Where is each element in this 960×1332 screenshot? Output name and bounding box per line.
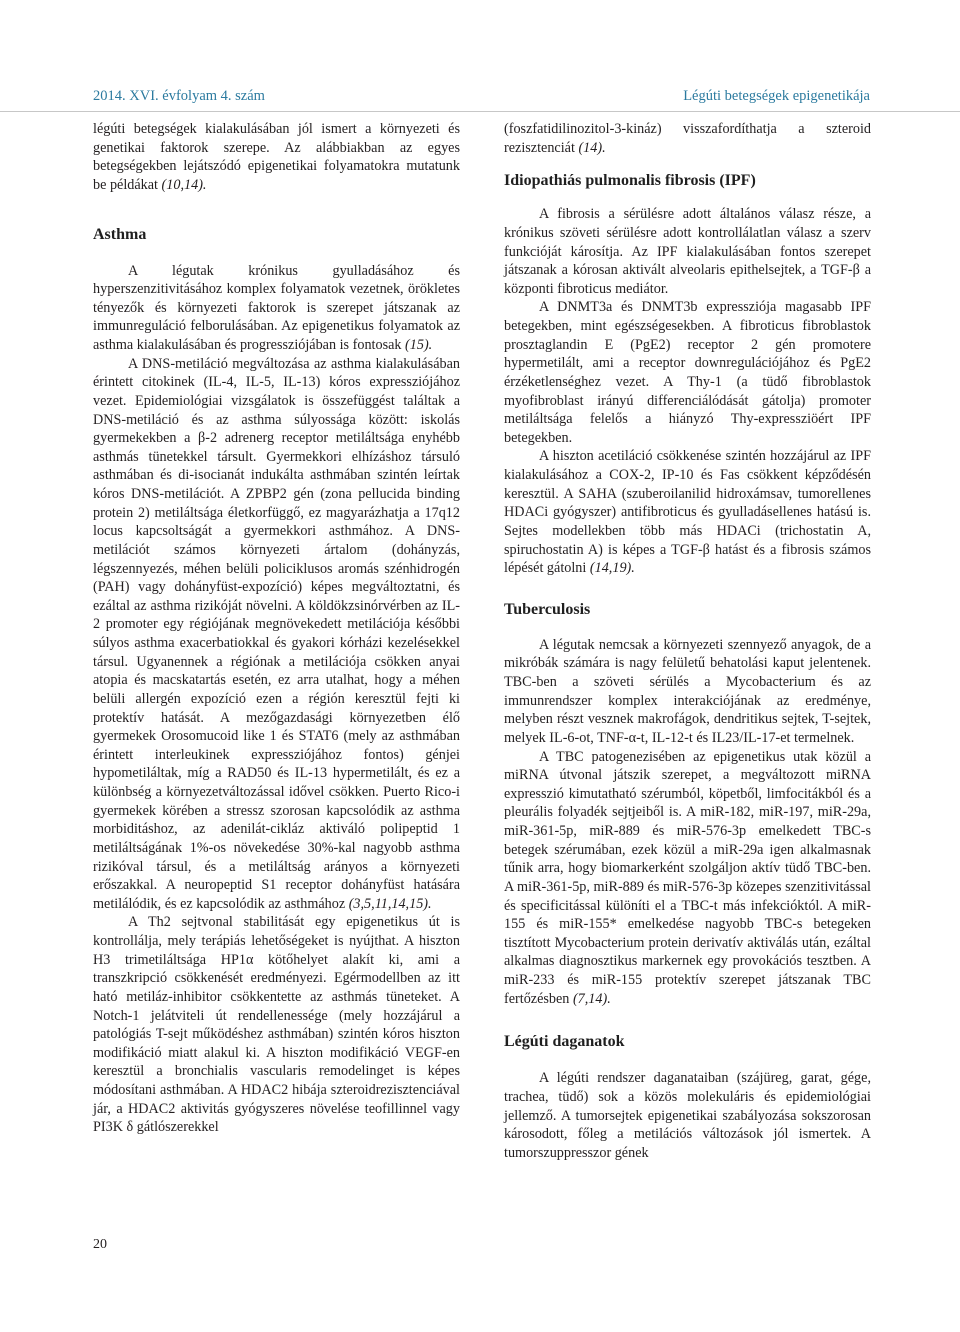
citation: (3,5,11,14,15). bbox=[348, 895, 432, 912]
header-rule bbox=[0, 111, 960, 112]
running-header bbox=[93, 88, 870, 110]
right-column bbox=[504, 120, 871, 1162]
paragraph: A fibrosis a sérülésre adott általános válasz része, a krónikus szöveti sérülésre adott kontrollálatlan válasz a szerv funkcióját károsítja. Az IPF kialakulásában fontos szerepet játszanak a kórosan aktivált alveolaris epithelsejtek, a TGF-β a központi fibroticus mediátor. bbox=[504, 206, 871, 297]
paragraph: A TBC patogenezisében az epigenetikus utak közül a miRNA útvonal játszik szerepet, a megváltozott miRNA expresszió kimutatható szérumból, köpetből, limfocitákból és a pleurális folyadék sejtjeiből is. A miR-182, miR-197, miR-29a, miR-361-5p, miR-889 és miR-576-3p emelkedett TBC-s betegek szérumában, ezek közül a miR-29a igen alkalmasnak tűnik arra, hogy biomarkerként szolgáljon aktív tüdő TBC-ben. A miR-361-5p, miR-889 és miR-576-3p közepes szenzitivitással és specificitással különíti el a TBC-t más infekcióktól. A miR-155 és miR-155* emelkedése nagyobb TBC-s betegeken tisztított Mycobacterium protein derivatív aktiválás után, ezáltal alkalmas diagnosztikus markernek egy provokációs tesztben. A miR-233 és miR-155 protektív szerepet játszanak TBC fertőzésben (7,14). bbox=[504, 748, 871, 1007]
paragraph: A DNMT3a és DNMT3b expressziója magasabb IPF betegekben, mint egészségesekben. A fibroticus fibroblastok prosztaglandin E (PgE2) receptor 2 gén promotere hypermetilált, ami a receptor downregulációjához és PgE2 érzéketlenséghez vezet. A Thy-1 (a tüdő fibroblastok myofibroblast irányú differenciálódását gátolja) promoter metiláltsága felelős a hiányzó Thy-expressziöért IPF betegekben. bbox=[504, 299, 871, 446]
section-heading-ipf: Idiopathiás pulmonalis fibrosis (IPF) bbox=[504, 172, 756, 190]
section-heading-tuberculosis: Tuberculosis bbox=[504, 600, 591, 618]
paragraph-continued: (foszfatidilinozitol-3-kináz) visszafordíthatja a szteroid rezisztenciát (14). bbox=[504, 121, 871, 156]
citation: (10,14). bbox=[161, 176, 207, 193]
section-heading-asthma: Asthma bbox=[93, 225, 147, 243]
article-short-title: Légúti betegségek epigenetikája bbox=[683, 88, 870, 104]
citation: (14,19). bbox=[589, 560, 635, 577]
section-heading-respiratory-tumors: Légúti daganatok bbox=[504, 1033, 625, 1051]
citation: (15). bbox=[405, 337, 433, 353]
paragraph: A DNS-metiláció megváltozása az asthma kialakulásában érintett citokinek (IL-4, IL-5, IL-13) kóros expressziójához vezet. Epidemiológiai vizsgálatok is összefüggést találtak a DNS-metiláció és az asthma súlyossága között: iskolás gyermekekben a β-2 adrenerg receptor metiláltsága enyhébb asthmás tünetekkel társult. Gyermekkori elhízáshoz társuló asthmában és di-isocianát indukálta asthmában szintén leírtak kóros DNS-metilációt. A ZPBP2 gén (zona pellucida binding protein 2) metiláltsága életkorfüggő, ez magyarázhatja a 17q12 locus kapcsoltságát a gyermekkori asthmához. A DNS-metilációt számos környezeti ártalom (dohányzás, légszennyezés, méhen belüli policiklusos aromás szénhidrogén (PAH) vagy dohányfüst-expozíció) képes megváltoztatni, és ezáltal az asthma rizikóját növelni. A köldökzsinórvérben az IL-2 promoter egy régiójának megnövekedett metilációja későbbi súlyos asthma exacerbatiokkal és gyakori kórházi kezelésekkel társul. Ugyanennek a régiónak a metilációja csökken anyai atopia és macskatartás esetén, ez arra utalhat, hogy a méhen belüli allergén expozíció ezen a régión keresztül fejti ki protektív hatását. A mezőgazdasági környezetben élő gyermekek Orosomucoid like 1 és STAT6 (mely az asthmában érintett interleukinek expressziójához fontos) génjei hypometiláltak, míg a RAD50 és IL-13 hypermetilált, és ez a különbség a környezetváltozással idővel csökken. Puerto Rico-i gyermekek körében a stressz szorosan kapcsolódik az asthma morbiditáshoz, az adenilát-cikláz aktiváló polipeptid 1 metiláltságának 1%-os növekedése 30%-kal nagyobb asthma rizikóval társul, és a metiláltság arányos a környezeti erőszakkal. A neuropeptid S1 receptor dohányfüst hatására metilálódik, és ez kapcsolódik az asthmához (3,5,11,14,15). bbox=[93, 355, 460, 912]
intro-paragraph: légúti betegségek kialakulásában jól ismert a környezeti és genetikai faktorok szerepe. Az alábbiakban az egyes betegségekben lejátszódó epigenetikai folyamatokra mutatunk be példákat (10,14). bbox=[93, 121, 460, 193]
citation: (7,14). bbox=[572, 990, 611, 1007]
paragraph: A légutak krónikus gyulladásához és hyperszenzitivitásához komplex folyamatok vezetnek, örökletes tényezők és környezeti faktorok is szerepet játszanak az immunreguláció felborulásában. Az epigenetikus folyamatok az asthma kialakulásában és progressziójában is fontosak (15). bbox=[93, 262, 460, 353]
page-number: 20 bbox=[93, 1237, 107, 1252]
paragraph: A hiszton acetiláció csökkenése szintén hozzájárul az IPF kialakulásához a COX-2, IP-10 és Fas csökkent képződésén keresztül. A SAHA (szuberoilanilid hidroxámsav, tumorellenes HDACi gyógyszer) antifibroticus és gyulladásellenes hatású is. Sejtes modellekben több más HDACi (trichostatin A, spiruchostatin A) is képes a TGF-β hatást és a fibrosis számos lépését gátolni (14,19). bbox=[504, 448, 871, 577]
paragraph: A Th2 sejtvonal stabilitását egy epigenetikus út is kontrollálja, mely terápiás lehetőségeket is nyújthat. A hiszton H3 trimetiláltsága HP1α kötőhelyet alakít ki, ami a transzkripció csökkenését eredményezi. Egérmodellben az itt ható metiláz-inhibitor csökkentette az asthmás tüneteket. A Notch-1 jelátviteli út rendellenessége (mely hozzájárul a patológiás T-sejt működéshez asthmában) szintén kóros hiszton modifikáció miatt alakul ki. A hiszton modifikáció VEGF-en keresztül a bronchialis vascularis remodelinget is képes módosítani asthmában. A HDAC2 hibája szteroidrezisztenciával jár, a HDAC2 aktivitás gyógyszeres növelése teofillinnel vagy PI3K δ gátlószerekkel bbox=[93, 914, 460, 1136]
paragraph: A légutak nemcsak a környezeti szennyező anyagok, de a mikróbák számára is nagy felületű behatolási kaput jelentenek. TBC-ben a szöveti sérülés a Mycobacterium és az immunrendszer komplex interakciójának az eredménye, melyben részt vesznek makrofágok, dendritikus sejtek, T-sejtek, melyek IL-6-ot, TNF-α-t, IL-12-t és IL23/IL-17-et termelnek. bbox=[504, 636, 871, 746]
citation: (14). bbox=[578, 139, 606, 156]
paragraph: A légúti rendszer daganataiban (szájüreg, garat, gége, trachea, tüdő) sok a közös molekuláris és epidemiológiai jellemző. A tumorsejtek epigenetikai szabályozása sokszorosan károsodott, főleg a metilációs változások jól ismertek. A tumorszuppresszor gének bbox=[504, 1070, 871, 1161]
journal-issue: 2014. XVI. évfolyam 4. szám bbox=[93, 88, 265, 104]
left-column bbox=[93, 120, 460, 1137]
